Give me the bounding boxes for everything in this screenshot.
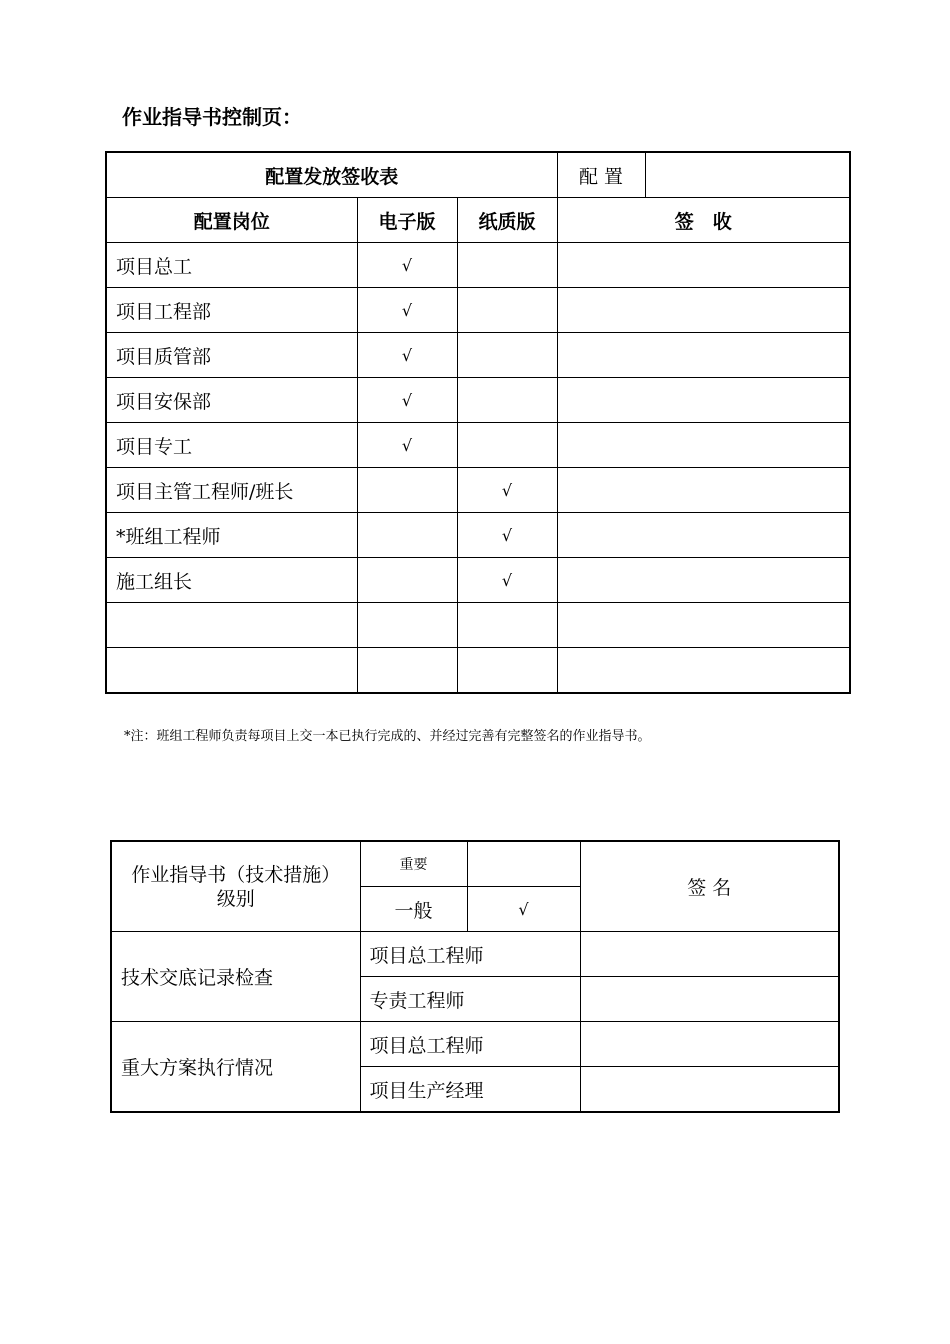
- distribution-row: [106, 468, 850, 513]
- config-label: 配 置: [557, 152, 645, 198]
- sign-cell[interactable]: [557, 243, 850, 288]
- electronic-check-cell[interactable]: √: [357, 288, 457, 333]
- sign-cell[interactable]: [557, 648, 850, 694]
- electronic-check-cell[interactable]: √: [357, 423, 457, 468]
- group-role: 专责工程师: [360, 977, 580, 1022]
- general-label: 一般: [360, 887, 467, 932]
- sign-cell[interactable]: [557, 603, 850, 648]
- distribution-row: [106, 288, 850, 333]
- sign-cell[interactable]: [557, 468, 850, 513]
- electronic-check-cell[interactable]: √: [357, 333, 457, 378]
- group-label-major-plan: 重大方案执行情况: [111, 1022, 360, 1113]
- distribution-row: [106, 243, 850, 288]
- electronic-check-cell[interactable]: [357, 603, 457, 648]
- paper-check-cell[interactable]: [457, 423, 557, 468]
- distribution-title: 配置发放签收表: [106, 152, 557, 198]
- general-value[interactable]: √: [467, 887, 580, 932]
- distribution-row: [106, 513, 850, 558]
- paper-check-cell[interactable]: [457, 288, 557, 333]
- group-sign-cell[interactable]: [580, 1067, 839, 1113]
- sign-cell[interactable]: [557, 333, 850, 378]
- position-cell: 项目总工: [106, 243, 357, 288]
- electronic-check-cell[interactable]: [357, 513, 457, 558]
- distribution-row: [106, 648, 850, 694]
- position-cell: [106, 603, 357, 648]
- electronic-check-cell[interactable]: [357, 558, 457, 603]
- paper-check-cell[interactable]: √: [457, 558, 557, 603]
- position-cell: 项目主管工程师/班长: [106, 468, 357, 513]
- important-label: 重要: [360, 841, 467, 887]
- column-header-paper: 纸质版: [457, 198, 557, 243]
- paper-check-cell[interactable]: [457, 243, 557, 288]
- footnote: *注：班组工程师负责每项目上交一本已执行完成的、并经过完善有完整签名的作业指导书。: [124, 729, 651, 744]
- distribution-row: [106, 423, 850, 468]
- sign-cell[interactable]: [557, 513, 850, 558]
- position-cell: 项目安保部: [106, 378, 357, 423]
- position-cell: [106, 648, 357, 694]
- electronic-check-cell[interactable]: √: [357, 243, 457, 288]
- paper-check-cell[interactable]: [457, 333, 557, 378]
- group-sign-cell[interactable]: [580, 932, 839, 977]
- column-header-position: 配置岗位: [106, 198, 357, 243]
- distribution-row: [106, 603, 850, 648]
- paper-check-cell[interactable]: [457, 648, 557, 694]
- page-title: 作业指导书控制页：: [122, 105, 302, 129]
- sign-cell[interactable]: [557, 423, 850, 468]
- group-row: [111, 932, 839, 977]
- group-sign-cell[interactable]: [580, 1022, 839, 1067]
- column-header-electronic: 电子版: [357, 198, 457, 243]
- group-role: 项目生产经理: [360, 1067, 580, 1113]
- distribution-row: [106, 558, 850, 603]
- paper-check-cell[interactable]: [457, 378, 557, 423]
- group-row: [111, 1022, 839, 1067]
- config-value[interactable]: [645, 152, 850, 198]
- group-role: 项目总工程师: [360, 1022, 580, 1067]
- column-header-sign: 签 收: [557, 198, 850, 243]
- distribution-header-row: [106, 152, 850, 198]
- position-cell: 项目专工: [106, 423, 357, 468]
- position-cell: 施工组长: [106, 558, 357, 603]
- paper-check-cell[interactable]: √: [457, 468, 557, 513]
- paper-check-cell[interactable]: √: [457, 513, 557, 558]
- position-cell: 项目质管部: [106, 333, 357, 378]
- distribution-table: [105, 151, 851, 694]
- electronic-check-cell[interactable]: √: [357, 378, 457, 423]
- level-row-important: [111, 841, 839, 887]
- sign-cell[interactable]: [557, 378, 850, 423]
- electronic-check-cell[interactable]: [357, 468, 457, 513]
- group-role: 项目总工程师: [360, 932, 580, 977]
- electronic-check-cell[interactable]: [357, 648, 457, 694]
- distribution-row: [106, 378, 850, 423]
- distribution-column-header-row: [106, 198, 850, 243]
- position-cell: *班组工程师: [106, 513, 357, 558]
- distribution-row: [106, 333, 850, 378]
- group-sign-cell[interactable]: [580, 977, 839, 1022]
- sign-cell[interactable]: [557, 558, 850, 603]
- sign-label: 签 名: [580, 841, 839, 932]
- level-table: [110, 840, 840, 1113]
- sign-cell[interactable]: [557, 288, 850, 333]
- level-label: 作业指导书（技术措施）级别: [111, 841, 360, 932]
- paper-check-cell[interactable]: [457, 603, 557, 648]
- group-label-disclosure: 技术交底记录检查: [111, 932, 360, 1022]
- important-value[interactable]: [467, 841, 580, 887]
- position-cell: 项目工程部: [106, 288, 357, 333]
